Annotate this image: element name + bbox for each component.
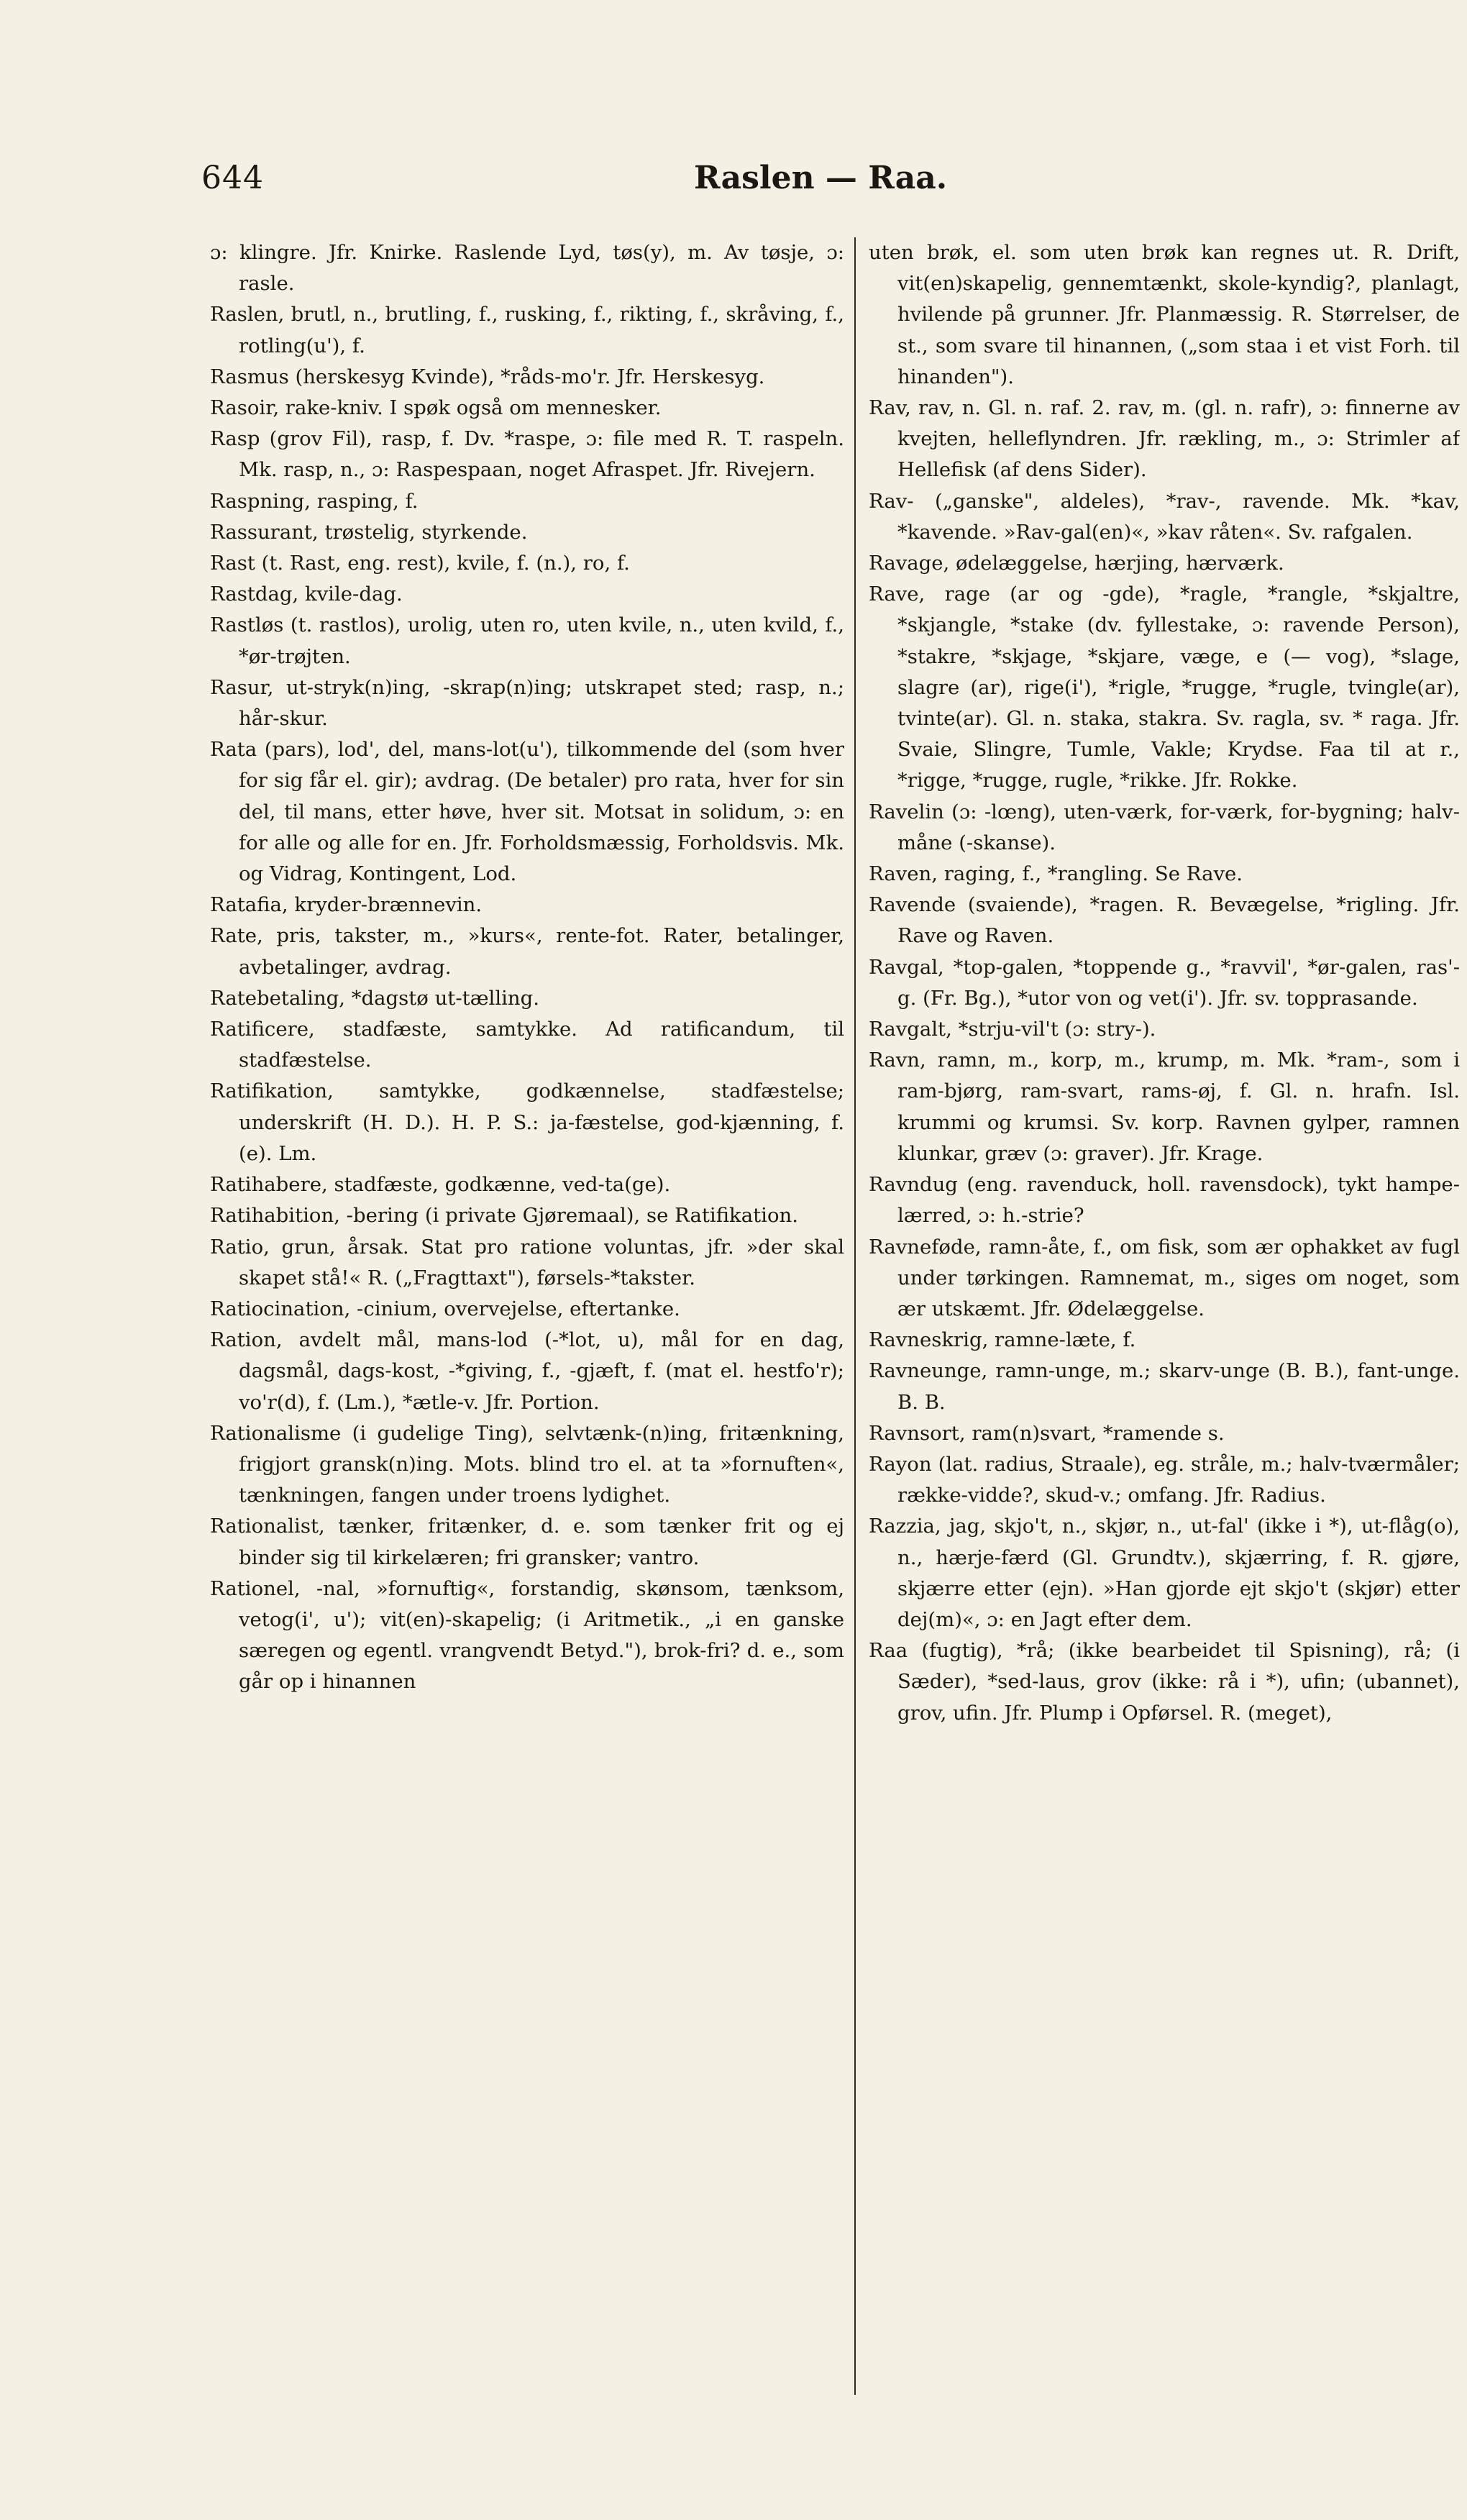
dictionary-entry: Rata (pars), lod', del, mans-lot(u'), tilkommende del (som hver for sig får el. gir); avdrag. (De betaler) pro rata, hver for sin del, til mans, etter høve, hver sit. Motsat in solidum, ɔ: en for alle og alle for en. Jfr. Forholdsmæssig, Forholdsvis. Mk. og Vidrag, Kontingent, Lod. bbox=[210, 738, 844, 886]
dictionary-entry: Ravnsort, ram(n)svart, *ramende s. bbox=[869, 1421, 1225, 1445]
page-number: 644 bbox=[201, 160, 264, 196]
dictionary-entry: Ratifikation, samtykke, godkænnelse, stadfæstelse; underskrift (H. D.). H. P. S.: ja-fæstelse, god-kjænning, f. (e). Lm. bbox=[210, 1079, 844, 1165]
dictionary-entry: Ratiocination, -cinium, overvejelse, eftertanke. bbox=[210, 1297, 680, 1320]
dictionary-entry: Rationalisme (i gudelige Ting), selvtænk-(n)ing, fritænkning, frigjort gransk(n)ing. Mots. blind tro el. at ta »fornuften«, tænkningen, fangen under troens lydighet. bbox=[210, 1421, 844, 1507]
dictionary-entry: Ratihabition, -bering (i private Gjøremaal), se Ratifikation. bbox=[210, 1204, 798, 1228]
dictionary-entry: Rav, rav, n. Gl. n. raf. 2. rav, m. (gl. n. rafr), ɔ: finnerne av kvejten, helleflyndren. Jfr. rækling, m., ɔ: Strimler af Hellefisk (af dens Sider). bbox=[869, 396, 1460, 482]
dictionary-entry: Rasp (grov Fil), rasp, f. Dv. *raspe, ɔ: file med R. T. raspeln. Mk. rasp, n., ɔ: Raspespaan, noget Afraspet. Jfr. Rivejern. bbox=[210, 427, 844, 482]
dictionary-entry: Ratafia, kryder-brænnevin. bbox=[210, 893, 483, 917]
dictionary-entry: Ravneskrig, ramne-læte, f. bbox=[869, 1328, 1136, 1352]
dictionary-entry: Ratebetaling, *dagstø ut-tælling. bbox=[210, 986, 539, 1010]
dictionary-entry: Ravn, ramn, m., korp, m., krump, m. Mk. *ram-, som i ram-bjørg, ram-svart, rams-øj, f. Gl. n. hrafn. Isl. krummi og krumsi. Sv. korp. Ravnen gylper, ramnen klunkar, græv (ɔ: graver). Jfr. Krage. bbox=[869, 1049, 1460, 1165]
dictionary-entry: Rationel, -nal, »fornuftig«, forstandig, skønsom, tænksom, vetog(i', u'); vit(en)-skapelig; (i Aritmetik., „i en ganske særegen og egentl. vrangvendt Betyd."), brok-fri? d. e., som går op i hinannen bbox=[210, 1576, 844, 1694]
left-column bbox=[210, 237, 844, 2481]
dictionary-entry: Raa (fugtig), *rå; (ikke bearbeidet til Spisning), rå; (i Sæder), *sed-laus, grov (ikke: rå i *), ufin; (ubannet), grov, ufin. Jfr. Plump i Opførsel. R. (meget), bbox=[869, 1639, 1460, 1725]
dictionary-entry: Ratificere, stadfæste, samtykke. Ad ratificandum, til stadfæstelse. bbox=[210, 1018, 844, 1072]
dictionary-entry: Rayon (lat. radius, Straale), eg. stråle, m.; halv-tværmåler; række-vidde?, skud-v.; omfang. Jfr. Radius. bbox=[869, 1452, 1460, 1507]
dictionary-entry: Raven, raging, f., *rangling. Se Rave. bbox=[869, 862, 1243, 886]
column-divider bbox=[854, 237, 856, 2395]
dictionary-entry: Rast (t. Rast, eng. rest), kvile, f. (n.), ro, f. bbox=[210, 552, 630, 575]
dictionary-entry: Rationalist, tænker, fritænker, d. e. som tænker frit og ej binder sig til kirkelæren; fri gransker; vantro. bbox=[210, 1515, 844, 1569]
dictionary-entry: Rav- („ganske", aldeles), *rav-, ravende. Mk. *kav, *kavende. »Rav-gal(en)«, »kav råten«. Sv. rafgalen. bbox=[869, 489, 1460, 544]
right-column bbox=[869, 237, 1460, 2481]
dictionary-entry: Ratio, grun, årsak. Stat pro ratione voluntas, jfr. »der skal skapet stå!« R. („Fragttaxt"), førsels-*takster. bbox=[210, 1235, 844, 1289]
running-title: Raslen — Raa. bbox=[694, 160, 948, 196]
page-header bbox=[201, 160, 1453, 210]
dictionary-entry: Ravneunge, ramn-unge, m.; skarv-unge (B. B.), fant-unge. B. B. bbox=[869, 1359, 1460, 1414]
dictionary-entry: ɔ: klingre. Jfr. Knirke. Raslende Lyd, tøs(y), m. Av tøsje, ɔ: rasle. bbox=[210, 241, 844, 296]
dictionary-entry: Rasur, ut-stryk(n)ing, -skrap(n)ing; utskrapet sted; rasp, n.; hår-skur. bbox=[210, 675, 844, 731]
dictionary-entry: Rasmus (herskesyg Kvinde), *råds-mo'r. Jfr. Herskesyg. bbox=[210, 365, 765, 388]
dictionary-entry: Rate, pris, takster, m., »kurs«, rente-fot. Rater, betalinger, avbetalinger, avdrag. bbox=[210, 924, 844, 979]
dictionary-entry: Ravende (svaiende), *ragen. R. Bevægelse, *rigling. Jfr. Rave og Raven. bbox=[869, 893, 1460, 948]
dictionary-entry: Raslen, brutl, n., brutling, f., rusking, f., rikting, f., skråving, f., rotling(u'), f. bbox=[210, 303, 844, 357]
dictionary-entry: Ravneføde, ramn-åte, f., om fisk, som ær ophakket av fugl under tørkingen. Ramnemat, m., siges om noget, som ær utskæmt. Jfr. Ødelæggelse. bbox=[869, 1235, 1460, 1320]
dictionary-entry: Ravage, ødelæggelse, hærjing, hærværk. bbox=[869, 552, 1284, 575]
dictionary-entry: Ravgalt, *strju-vil't (ɔ: stry-). bbox=[869, 1018, 1156, 1041]
dictionary-entry: Razzia, jag, skjo't, n., skjør, n., ut-fal' (ikke i *), ut-flåg(o), n., hærje-færd (Gl. Grundtv.), skjærring, f. R. gjøre, skjærre etter (ejn). »Han gjorde ejt skjo't (skjør) etter dej(m)«, ɔ: en Jagt efter dem. bbox=[869, 1515, 1460, 1631]
dictionary-entry: Ravgal, *top-galen, *toppende g., *ravvil', *ør-galen, ras'-g. (Fr. Bg.), *utor von og vet(i'). Jfr. sv. topprasande. bbox=[869, 955, 1460, 1010]
dictionary-entry: uten brøk, el. som uten brøk kan regnes ut. R. Drift, vit(en)skapelig, gennemtænkt, skole-kyndig?, planlagt, hvilende på grunner. Jfr. Planmæssig. R. Størrelser, de st., som svare til hinannen, („som staa i et vist Forh. til hinanden"). bbox=[869, 241, 1460, 388]
dictionary-entry: Ravndug (eng. ravenduck, holl. ravensdock), tykt hampe-lærred, ɔ: h.-strie? bbox=[869, 1173, 1460, 1228]
dictionary-entry: Rave, rage (ar og -gde), *ragle, *rangle, *skjaltre, *skjangle, *stake (dv. fyllestake, ɔ: ravende Person), *stakre, *skjage, *skjare, væge, e (— vog), *slage, slagre (ar), rige(i'), *rigle, *rugge, *rugle, tvingle(ar), tvinte(ar). Gl. n. staka, stakra. Sv. ragla, sv. * raga. Jfr. Svaie, Slingre, Tumle, Vakle; Krydse. Faa til at r., *rigge, *rugge, rugle, *rikke. Jfr. Rokke. bbox=[869, 583, 1460, 793]
dictionary-entry: Ravelin (ɔ: -lœng), uten-værk, for-værk, for-bygning; halv-måne (-skanse). bbox=[869, 800, 1460, 854]
dictionary-entry: Raspning, rasping, f. bbox=[210, 489, 419, 513]
dictionary-entry: Rastløs (t. rastlos), urolig, uten ro, uten kvile, n., uten kvild, f., *ør-trøjten. bbox=[210, 613, 844, 668]
dictionary-entry: Rassurant, trøstelig, styrkende. bbox=[210, 520, 528, 544]
dictionary-entry: Ratihabere, stadfæste, godkænne, ved-ta(ge). bbox=[210, 1173, 671, 1197]
dictionary-entry: Ration, avdelt mål, mans-lod (-*lot, u), mål for en dag, dagsmål, dags-kost, -*giving, f., -gjæft, f. (mat el. hestfo'r); vo'r(d), f. (Lm.), *ætle-v. Jfr. Portion. bbox=[210, 1328, 844, 1414]
dictionary-entry: Rastdag, kvile-dag. bbox=[210, 583, 403, 606]
dictionary-entry: Rasoir, rake-kniv. I spøk også om mennesker. bbox=[210, 396, 662, 420]
